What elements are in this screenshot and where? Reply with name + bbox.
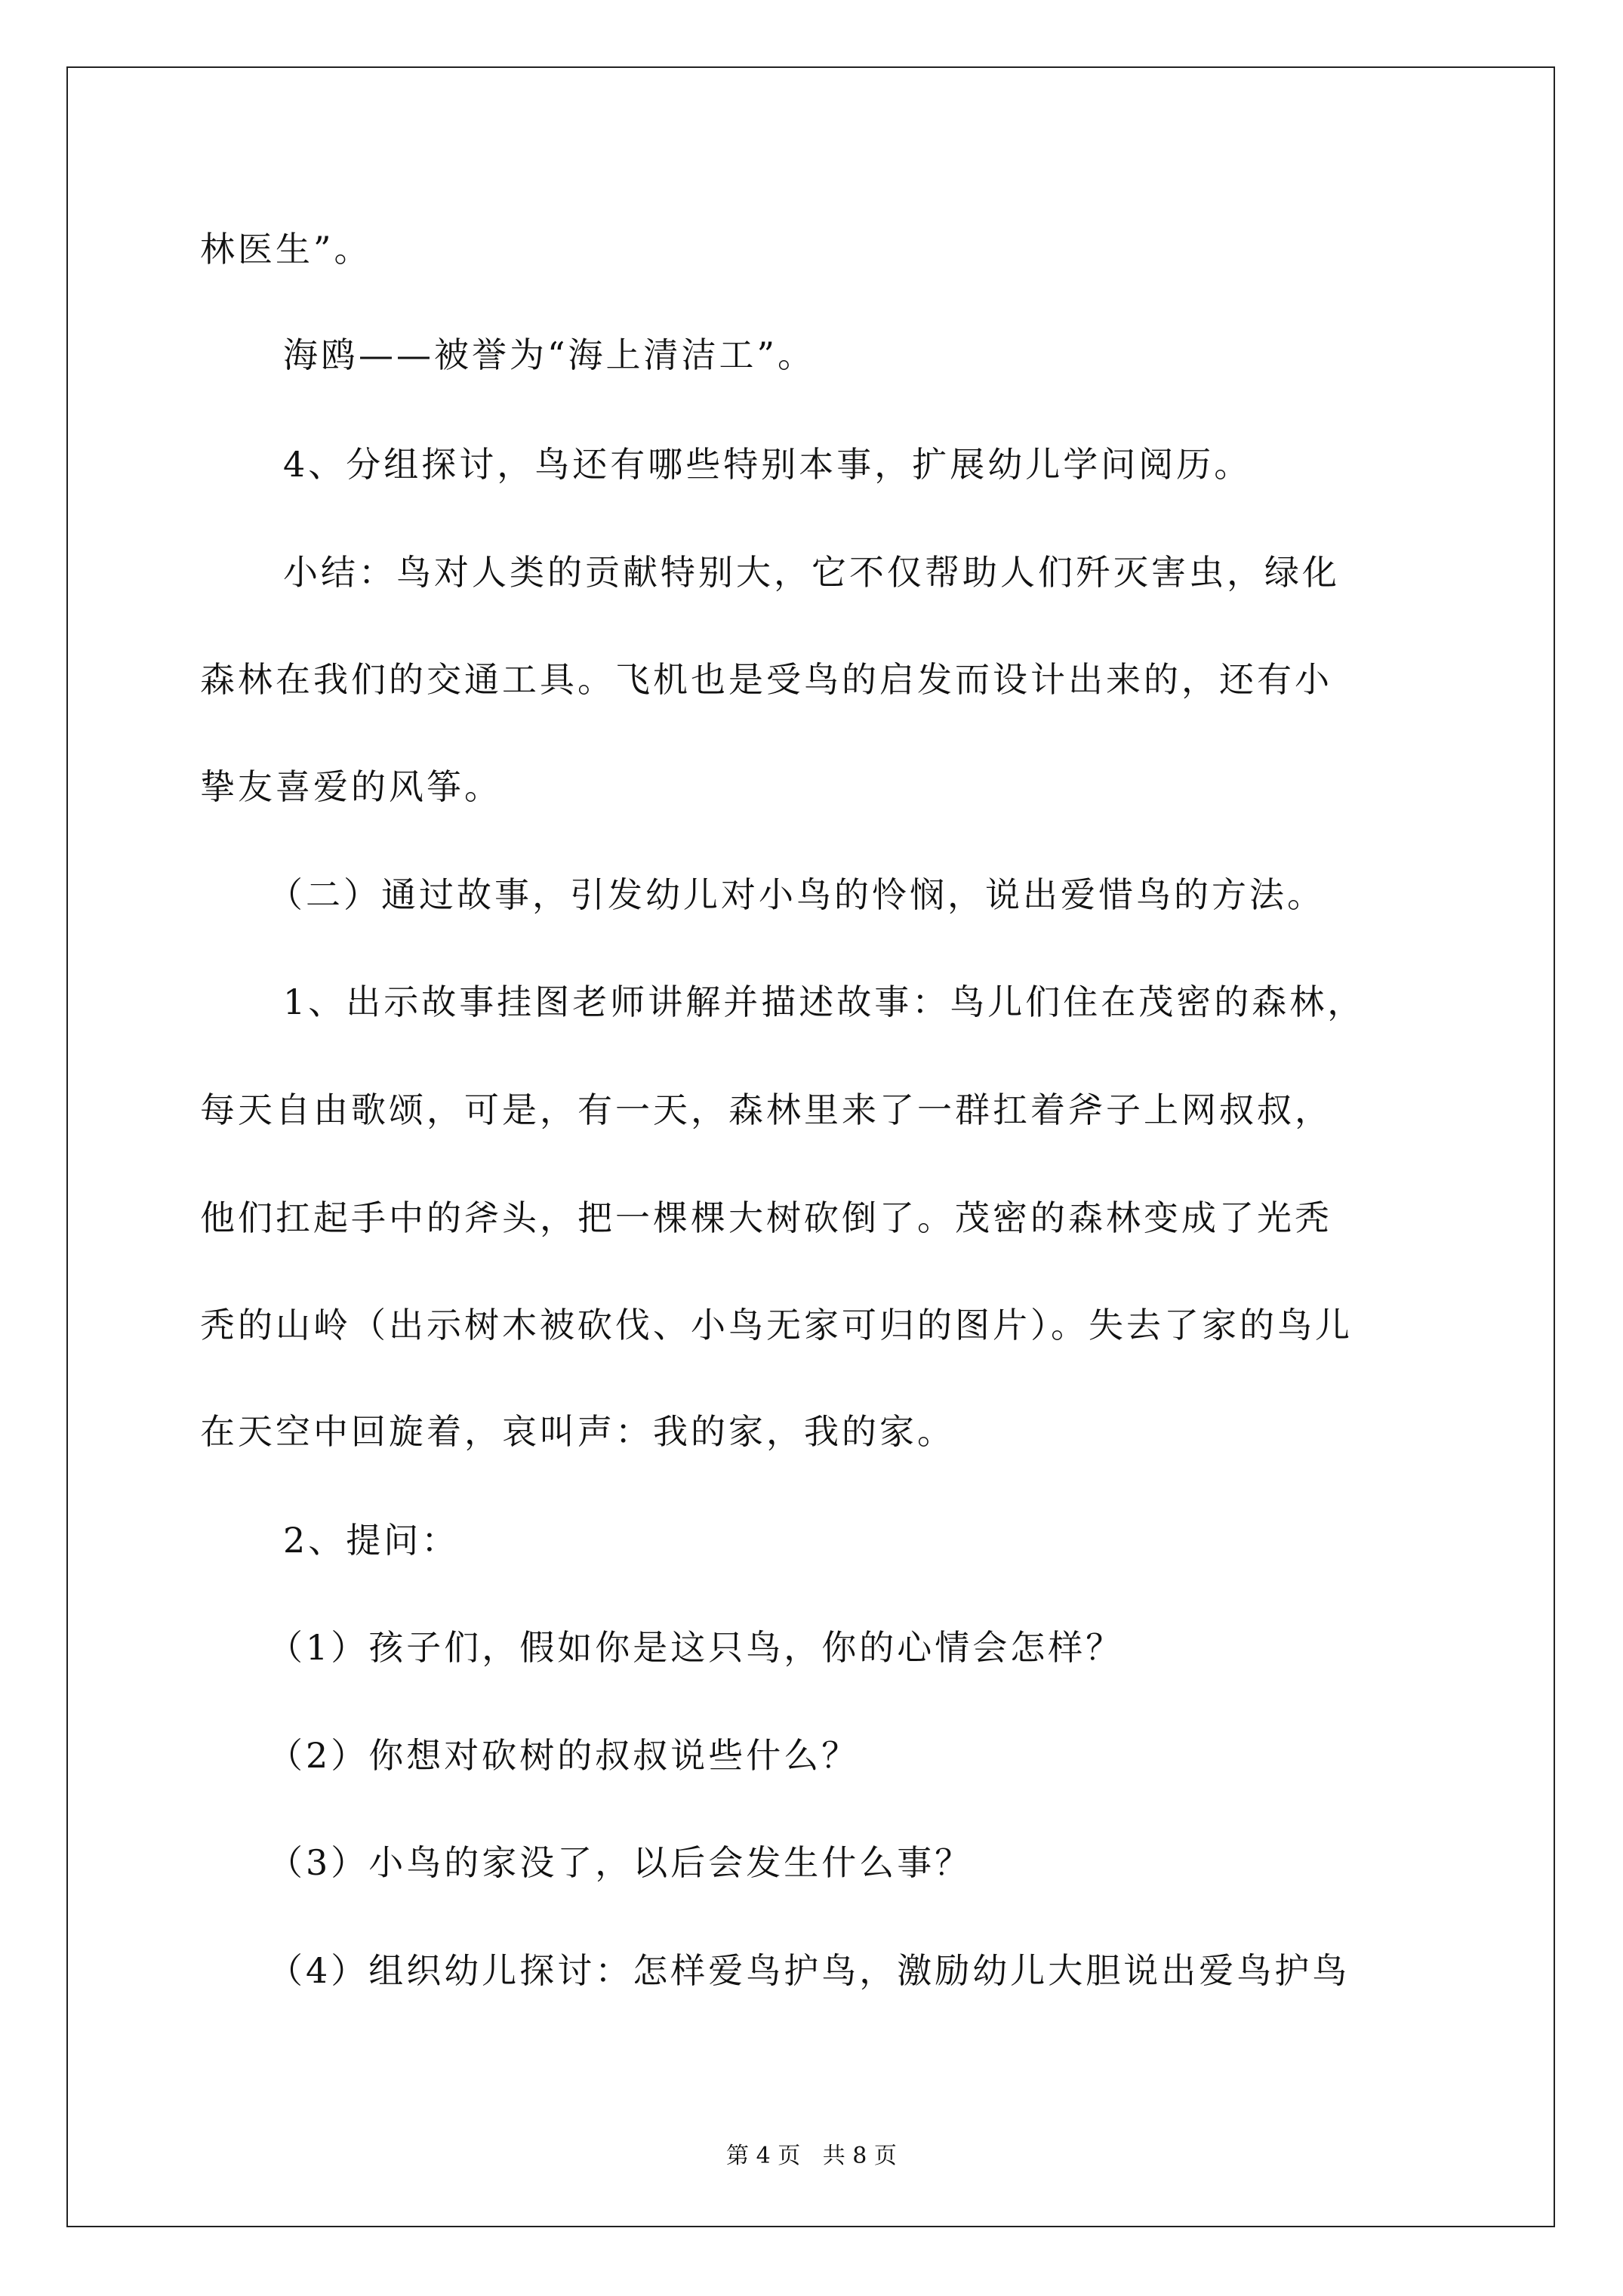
page-footer: [0, 2141, 1623, 2171]
page-total: 共 8 页: [822, 2143, 897, 2169]
text-line: 他们扛起手中的斧头，把一棵棵大树砍倒了。茂密的森林变成了光秃: [200, 1197, 1332, 1238]
question-item: （3）小鸟的家没了，以后会发生什么事？: [268, 1842, 973, 1883]
text-line: 挚友喜爱的风筝。: [200, 766, 502, 807]
section-heading: （二）通过故事，引发幼儿对小鸟的怜悯，说出爱惜鸟的方法。: [268, 874, 1325, 915]
text-line: 1、出示故事挂图老师讲解并描述故事：鸟儿们住在茂密的森林，: [283, 982, 1366, 1022]
text-line: 每天自由歌颂，可是，有一天，森林里来了一群扛着斧子上网叔叔，: [200, 1089, 1332, 1130]
text-line: 2、提问：: [283, 1520, 460, 1561]
text-line: 秃的山岭（出示树木被砍伐、小鸟无家可归的图片）。失去了家的鸟儿: [200, 1305, 1353, 1345]
text-line: 小结：鸟对人类的贡献特别大，它不仅帮助人们歼灭害虫，绿化: [283, 552, 1340, 593]
question-item: （2）你想对砍树的叔叔说些什么？: [268, 1735, 860, 1776]
page-number: 第 4 页: [726, 2143, 801, 2169]
text-line: 森林在我们的交通工具。飞机也是受鸟的启发而设计出来的，还有小: [200, 659, 1332, 700]
text-line: 林医生”。: [200, 229, 372, 270]
page-border: [66, 66, 1555, 2227]
text-line: 4、分组探讨，鸟还有哪些特别本事，扩展幼儿学问阅历。: [283, 444, 1252, 485]
question-item: （1）孩子们，假如你是这只鸟，你的心情会怎样？: [268, 1627, 1124, 1668]
question-item: （4）组织幼儿探讨：怎样爱鸟护鸟，激励幼儿大胆说出爱鸟护鸟: [268, 1950, 1350, 1991]
text-line: 海鸥——被誉为“海上清洁工”。: [283, 334, 816, 375]
text-line: 在天空中回旋着，哀叫声：我的家，我的家。: [200, 1411, 955, 1452]
